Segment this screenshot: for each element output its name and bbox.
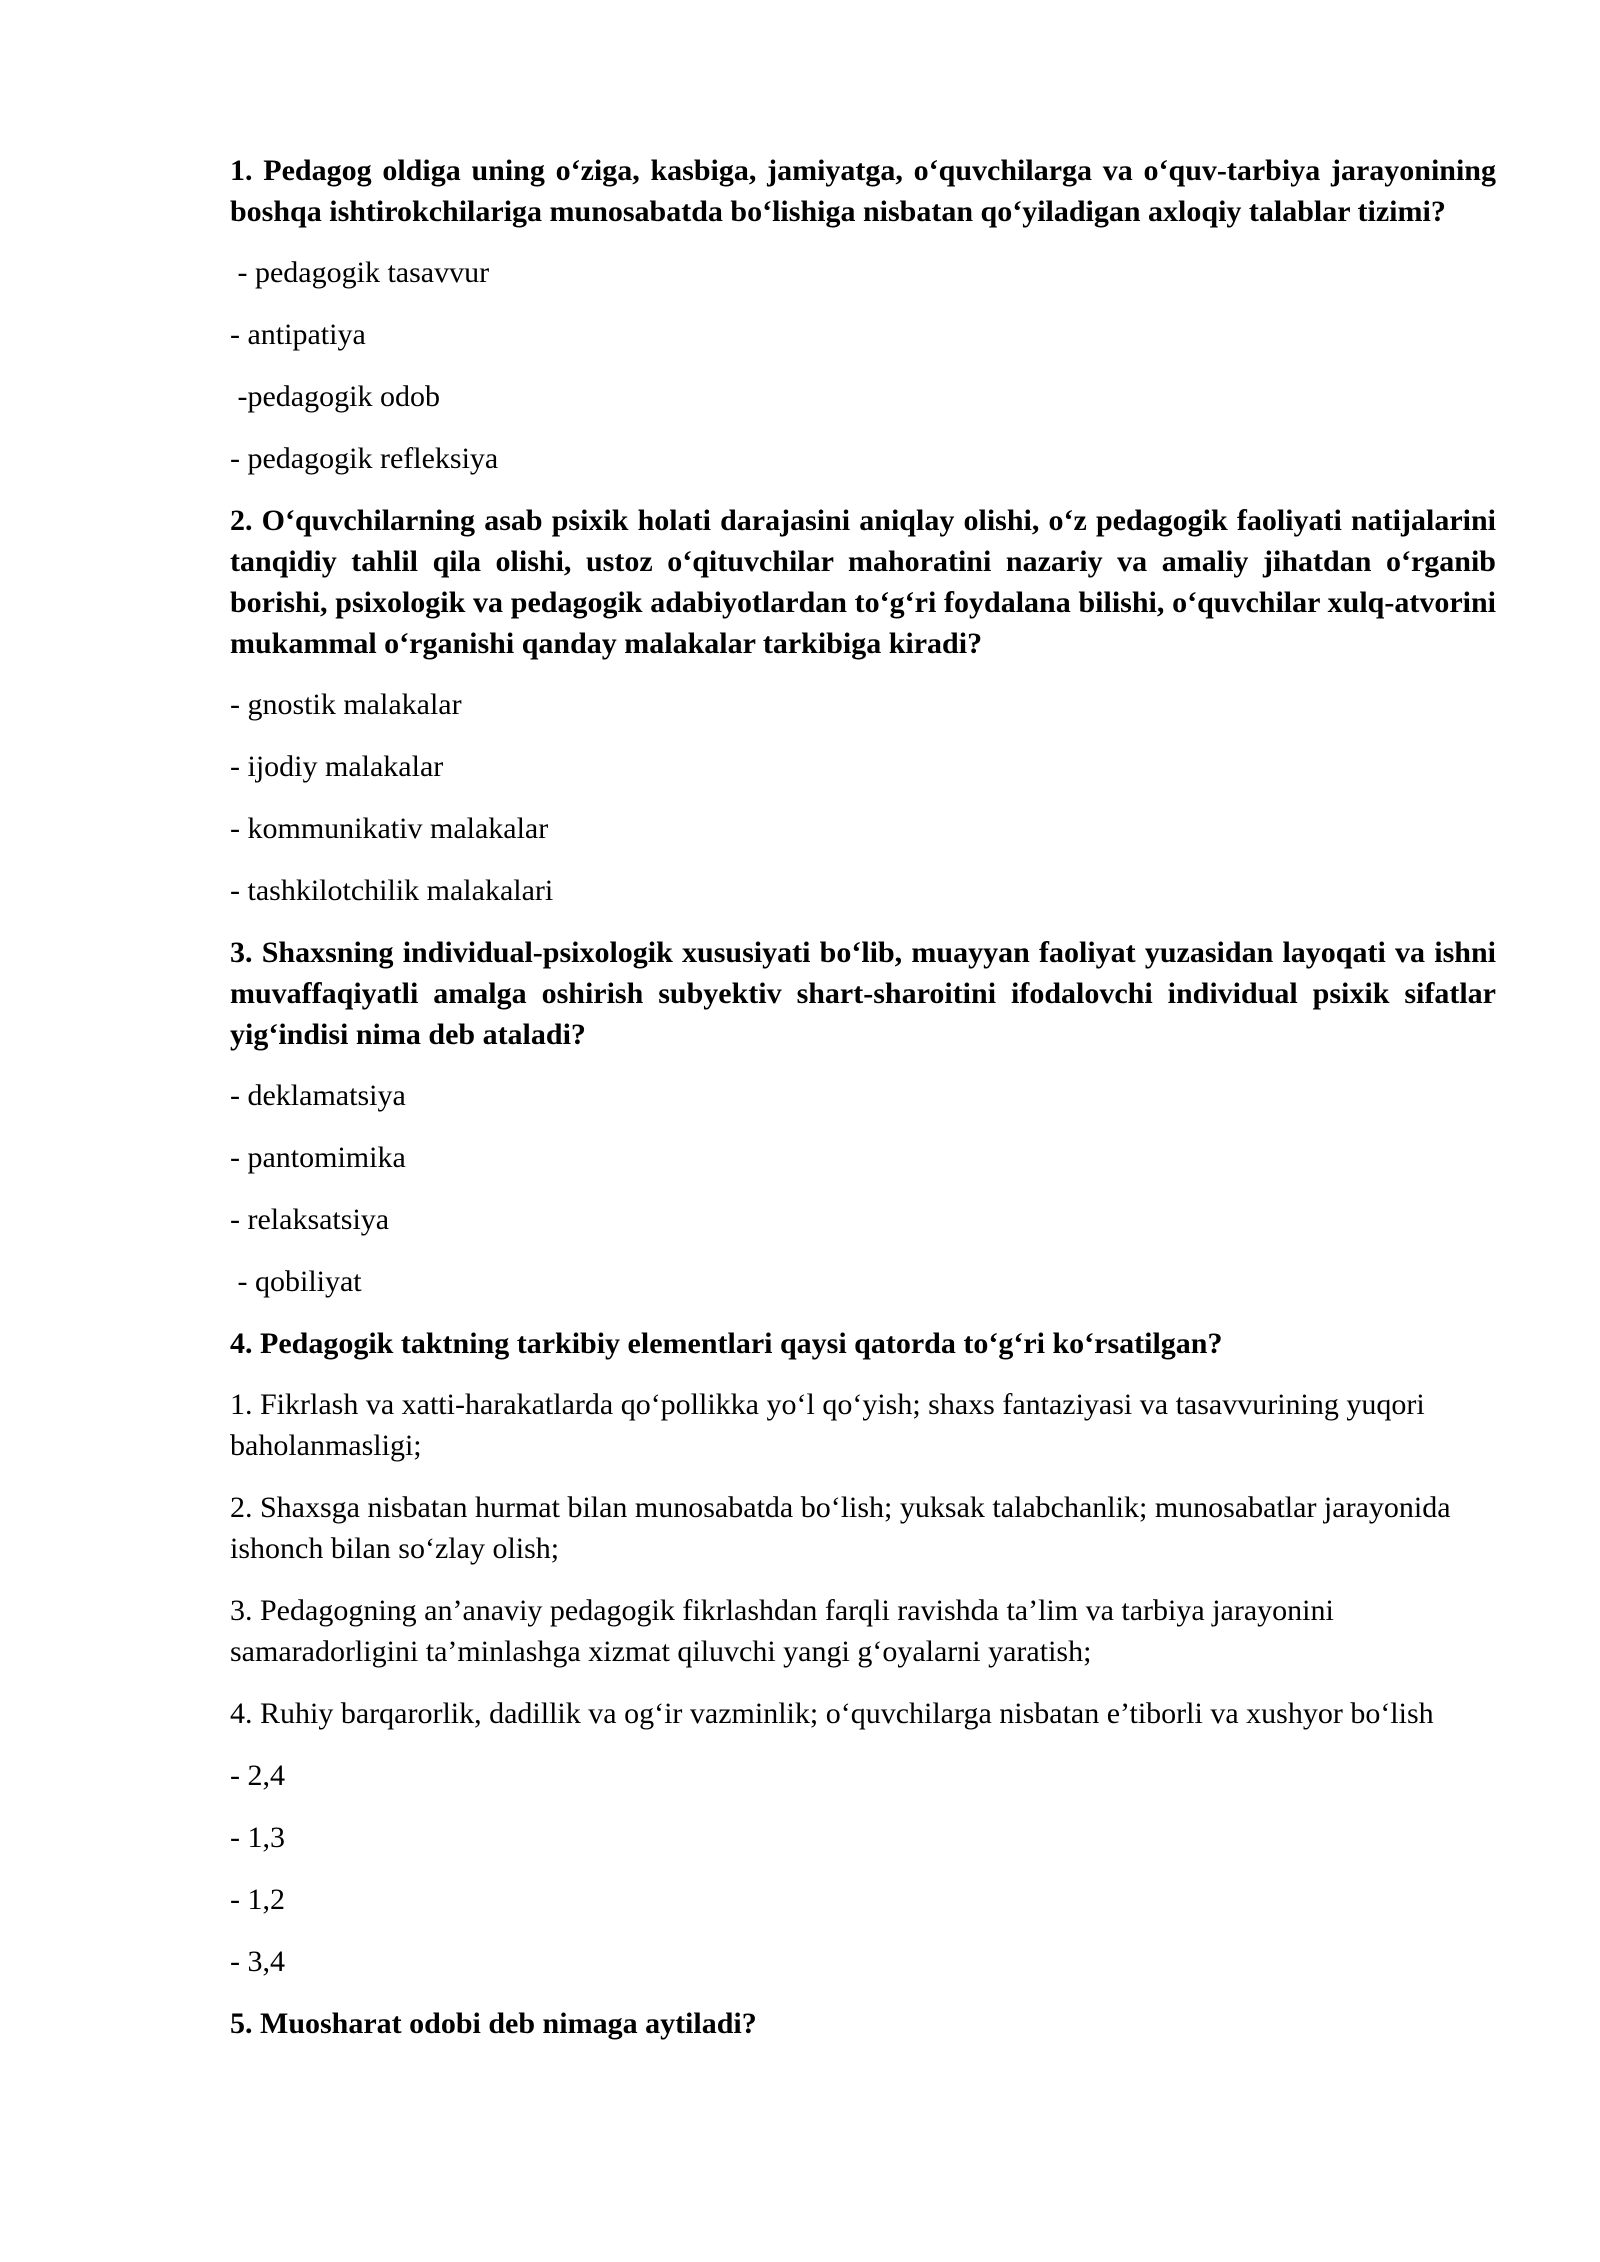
- option: - 1,3: [230, 1821, 285, 1854]
- option: - kommunikativ malakalar: [230, 812, 549, 845]
- option: - gnostik malakalar: [230, 688, 462, 721]
- option: - pantomimika: [230, 1141, 406, 1174]
- option: - antipatiya: [230, 318, 366, 351]
- question-1: 1. Pedagog oldiga uning o‘ziga, kasbiga, jamiyatga, o‘quvchilarga va o‘quv-tarbiya jarayonining boshqa ishtirokchilariga munosabatda bo‘lishiga nisbatan qo‘yiladigan axloqiy talablar tizimi?: [230, 154, 1496, 228]
- document-page: [230, 150, 1496, 2064]
- statement-item: 1. Fikrlash va xatti-harakatlarda qo‘pollikka yo‘l qo‘yish; shaxs fantaziyasi va tasavvurining yuqori baholanmasligi;: [230, 1388, 1425, 1462]
- option: - 2,4: [230, 1759, 285, 1792]
- question-4: 4. Pedagogik taktning tarkibiy elementlari qaysi qatorda to‘g‘ri ko‘rsatilgan?: [230, 1327, 1223, 1360]
- option: - relaksatsiya: [230, 1203, 390, 1236]
- question-2: 2. O‘quvchilarning asab psixik holati darajasini aniqlay olishi, o‘z pedagogik faoliyati natijalarini tanqidiy tahlil qila olishi, ustoz o‘qituvchilar mahoratini nazariy va amaliy jihatdan o‘rganib borishi, psixologik va pedagogik adabiyotlardan to‘g‘ri foydalana bilishi, o‘quvchilar xulq-atvorini mukammal o‘rganishi qanday malakalar tarkibiga kiradi?: [230, 504, 1496, 660]
- option: - 1,2: [230, 1883, 285, 1916]
- statement-item: 3. Pedagogning an’anaviy pedagogik fikrlashdan farqli ravishda ta’lim va tarbiya jarayonini samaradorligini ta’minlashga xizmat qiluvchi yangi g‘oyalarni yaratish;: [230, 1594, 1334, 1668]
- question-3: 3. Shaxsning individual-psixologik xususiyati bo‘lib, muayyan faoliyat yuzasidan layoqati va ishni muvaffaqiyatli amalga oshirish subyektiv shart-sharoitini ifodalovchi individual psixik sifatlar yig‘indisi nima deb ataladi?: [230, 936, 1496, 1051]
- option: - deklamatsiya: [230, 1079, 406, 1112]
- statement-item: 4. Ruhiy barqarorlik, dadillik va og‘ir vazminlik; o‘quvchilarga nisbatan e’tiborli va xushyor bo‘lish: [230, 1697, 1434, 1730]
- option: - pedagogik tasavvur: [230, 256, 490, 289]
- question-5: 5. Muosharat odobi deb nimaga aytiladi?: [230, 2007, 757, 2040]
- option: - pedagogik refleksiya: [230, 442, 499, 475]
- option: - qobiliyat: [230, 1265, 362, 1298]
- option: -pedagogik odob: [230, 380, 440, 413]
- option: - 3,4: [230, 1945, 285, 1978]
- option: - tashkilotchilik malakalari: [230, 874, 554, 907]
- statement-item: 2. Shaxsga nisbatan hurmat bilan munosabatda bo‘lish; yuksak talabchanlik; munosabatlar jarayonida ishonch bilan so‘zlay olish;: [230, 1491, 1451, 1565]
- option: - ijodiy malakalar: [230, 750, 444, 783]
